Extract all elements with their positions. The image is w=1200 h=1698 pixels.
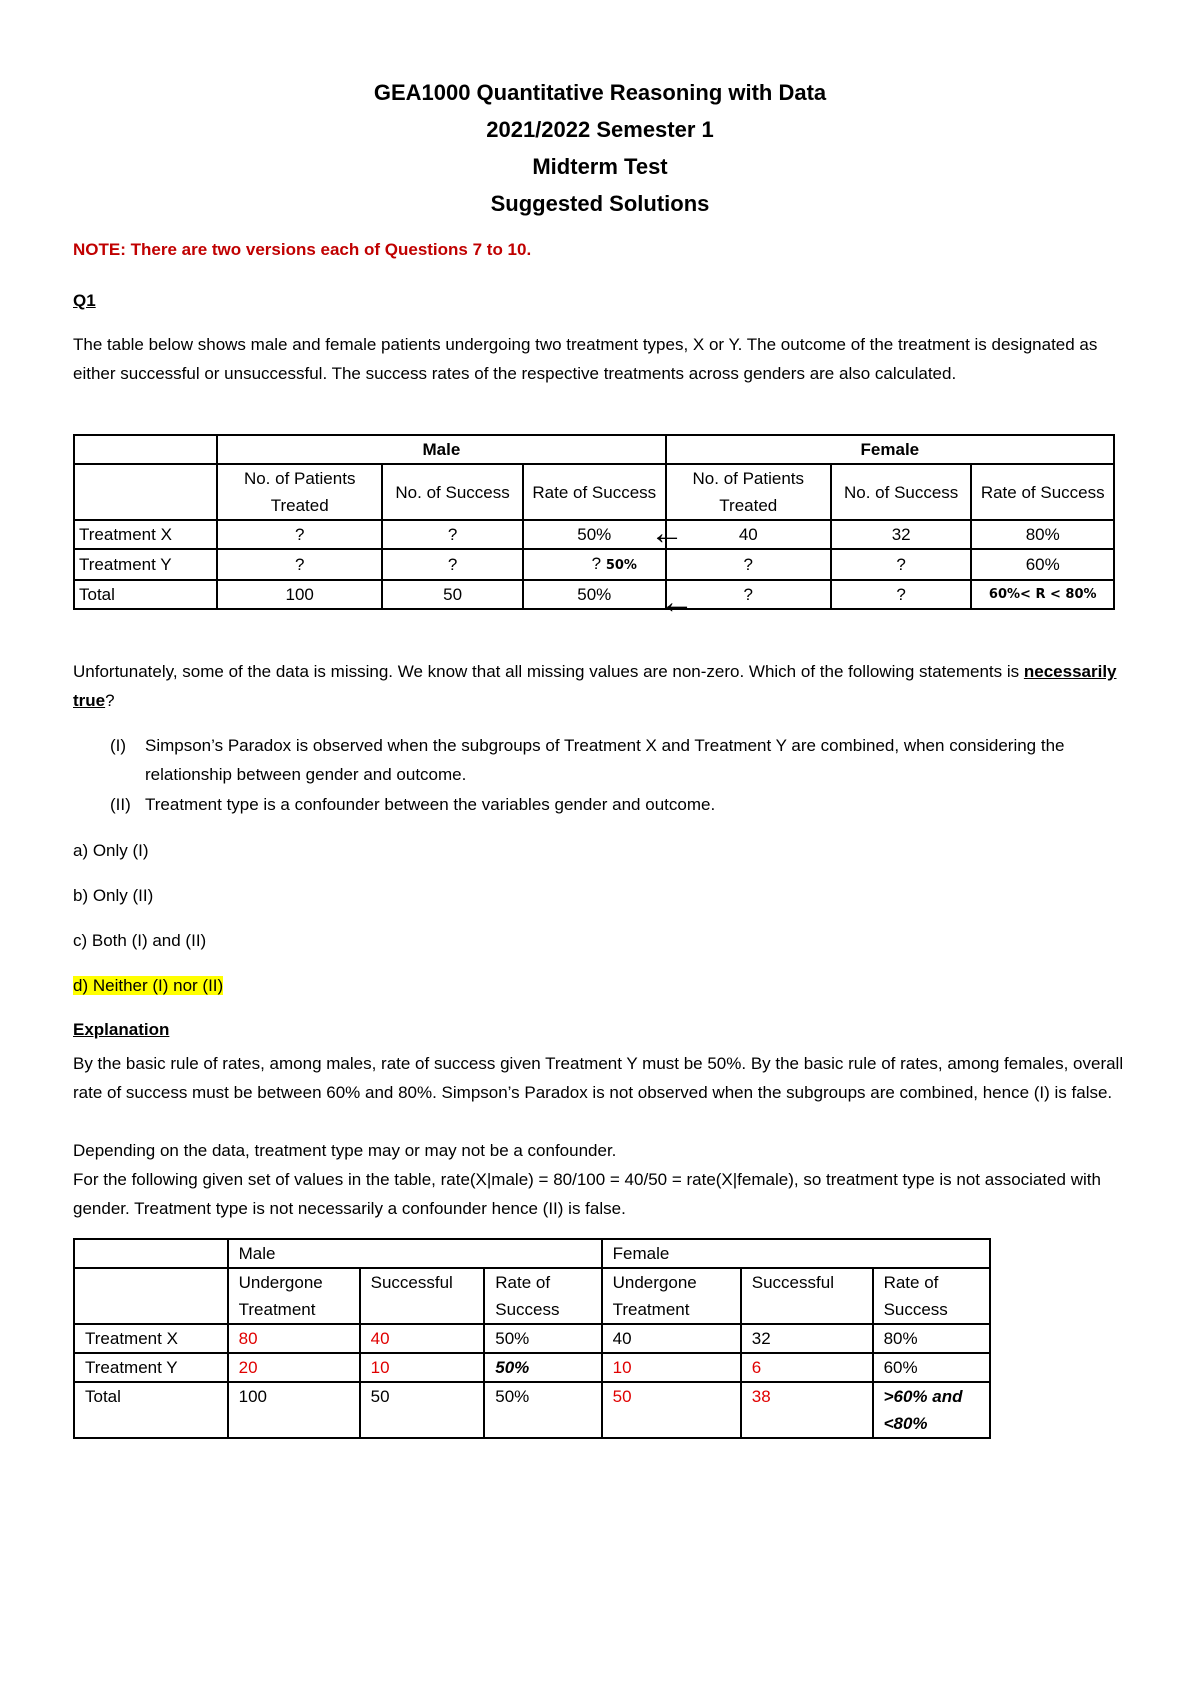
question-intro: The table below shows male and female patients undergoing two treatment types, X or Y. The outcome of the treatment is designated as either successful or unsuccessful. The success rates of the respective treatments across genders are also calculated. [73, 335, 1098, 383]
column-header: No. of Patients Treated [217, 464, 382, 520]
column-header: Rate of Success [873, 1268, 990, 1324]
column-header: Successful [741, 1268, 873, 1324]
table-cell: 80% [873, 1324, 990, 1353]
prompt-text: Unfortunately, some of the data is missing. We know that all missing values are non-zero. Which of the following statements is [73, 662, 1024, 681]
prompt-emphasis: necessarily true [73, 662, 1117, 710]
test-title: Midterm Test [532, 154, 668, 179]
table-cell: 20 [228, 1353, 360, 1382]
row-label: Treatment Y [74, 549, 217, 580]
female-group-header: Female [602, 1239, 990, 1268]
option-b: b) Only (II) [73, 886, 154, 905]
option-c: c) Both (I) and (II) [73, 931, 207, 950]
table-cell: 50% [484, 1353, 601, 1382]
column-header: No. of Success [382, 464, 523, 520]
question-prompt [73, 657, 1133, 715]
row-label: Treatment Y [74, 1353, 228, 1382]
table-cell: ? [382, 520, 523, 549]
explanation-heading: Explanation [73, 1020, 170, 1039]
table-cell: ? [666, 549, 831, 580]
option-d-correct [73, 971, 223, 1000]
table-row [74, 549, 1114, 580]
option-a: a) Only (I) [73, 841, 149, 860]
table-cell: 60% [873, 1353, 990, 1382]
handwritten-arrow-icon: ← [650, 514, 684, 552]
explanation-paragraph-2: Depending on the data, treatment type may or may not be a confounder. [73, 1141, 617, 1160]
handwritten-range: 60%< R < 80% [971, 580, 1114, 609]
table-cell: 32 [741, 1324, 873, 1353]
table-cell: 38 [741, 1382, 873, 1438]
table-cell-annotated [523, 549, 666, 580]
statement-number: (I) [110, 736, 127, 755]
table-row [74, 520, 1114, 549]
table-cell: ? [217, 520, 382, 549]
column-header: Rate of Success [971, 464, 1114, 520]
table-cell: 50% [484, 1324, 601, 1353]
table-cell: ? [831, 580, 972, 609]
title-block [0, 74, 1200, 222]
question-table [73, 434, 1115, 610]
versions-note: NOTE: There are two versions each of Questions 7 to 10. [73, 240, 532, 259]
table-row [74, 1382, 990, 1438]
row-label: Total [74, 1382, 228, 1438]
column-header: Successful [360, 1268, 485, 1324]
table-corner [74, 464, 217, 520]
handwritten-rate: 50% [605, 558, 637, 573]
correct-answer-highlight: d) Neither (I) nor (II) [73, 976, 224, 995]
question-label: Q1 [73, 291, 96, 310]
table-cell: ? [591, 554, 602, 573]
table-cell: 50 [382, 580, 523, 609]
column-header: Rate of Success [484, 1268, 601, 1324]
table-row [74, 1324, 990, 1353]
statement-two: Treatment type is a confounder between the variables gender and outcome. [145, 795, 716, 814]
table-cell: 50% [523, 520, 666, 549]
table-cell: 32 [831, 520, 972, 549]
explanation-paragraph-3: For the following given set of values in the table, rate(X|male) = 80/100 = 40/50 = rate(X|female), so treatment type is not associated with gender. Treatment type is not necessarily a confounder hence (II) is false. [73, 1170, 1101, 1218]
row-label: Treatment X [74, 520, 217, 549]
table-cell: 50 [602, 1382, 741, 1438]
table-corner [74, 435, 217, 464]
male-group-header: Male [217, 435, 666, 464]
row-label: Total [74, 580, 217, 609]
course-title: GEA1000 Quantitative Reasoning with Data [373, 80, 827, 105]
table-cell: 80% [971, 520, 1114, 549]
table-cell: 50% [484, 1382, 601, 1438]
solutions-title: Suggested Solutions [490, 191, 710, 216]
table-cell: 10 [602, 1353, 741, 1382]
table-cell: ? [666, 580, 831, 609]
statement-number: (II) [110, 795, 131, 814]
table-cell: 50% [523, 580, 666, 609]
row-label: Treatment X [74, 1324, 228, 1353]
table-cell: ? [831, 549, 972, 580]
table-cell: 40 [602, 1324, 741, 1353]
male-group-header: Male [228, 1239, 602, 1268]
table-cell: >60% and <80% [873, 1382, 990, 1438]
handwritten-arrow-icon: ← [660, 583, 694, 621]
explanation-table [73, 1238, 991, 1439]
table-corner [74, 1268, 228, 1324]
table-cell: 10 [360, 1353, 485, 1382]
table-cell: 80 [228, 1324, 360, 1353]
column-header: Undergone Treatment [602, 1268, 741, 1324]
semester-title: 2021/2022 Semester 1 [486, 117, 714, 142]
table-cell: ? [382, 549, 523, 580]
table-cell: 100 [228, 1382, 360, 1438]
prompt-end: ? [105, 691, 115, 710]
column-header: Undergone Treatment [228, 1268, 360, 1324]
table-row [74, 580, 1114, 609]
table-cell: 40 [666, 520, 831, 549]
column-header: No. of Patients Treated [666, 464, 831, 520]
table-cell: 40 [360, 1324, 485, 1353]
table-cell: 50 [360, 1382, 485, 1438]
table-corner [74, 1239, 228, 1268]
table-row [74, 1353, 990, 1382]
statement-one: Simpson’s Paradox is observed when the subgroups of Treatment X and Treatment Y are combined, when considering the relationship between gender and outcome. [145, 736, 1065, 784]
table-cell: 6 [741, 1353, 873, 1382]
column-header: Rate of Success [523, 464, 666, 520]
table-cell: 100 [217, 580, 382, 609]
column-header: No. of Success [831, 464, 972, 520]
female-group-header: Female [666, 435, 1114, 464]
explanation-paragraph-1: By the basic rule of rates, among males, rate of success given Treatment Y must be 50%. By the basic rule of rates, among females, overall rate of success must be between 60% and 80%. Simpson’s Paradox is not observed when the subgroups are combined, hence (I) is false. [73, 1054, 1124, 1102]
table-cell: 60% [971, 549, 1114, 580]
table-cell: ? [217, 549, 382, 580]
